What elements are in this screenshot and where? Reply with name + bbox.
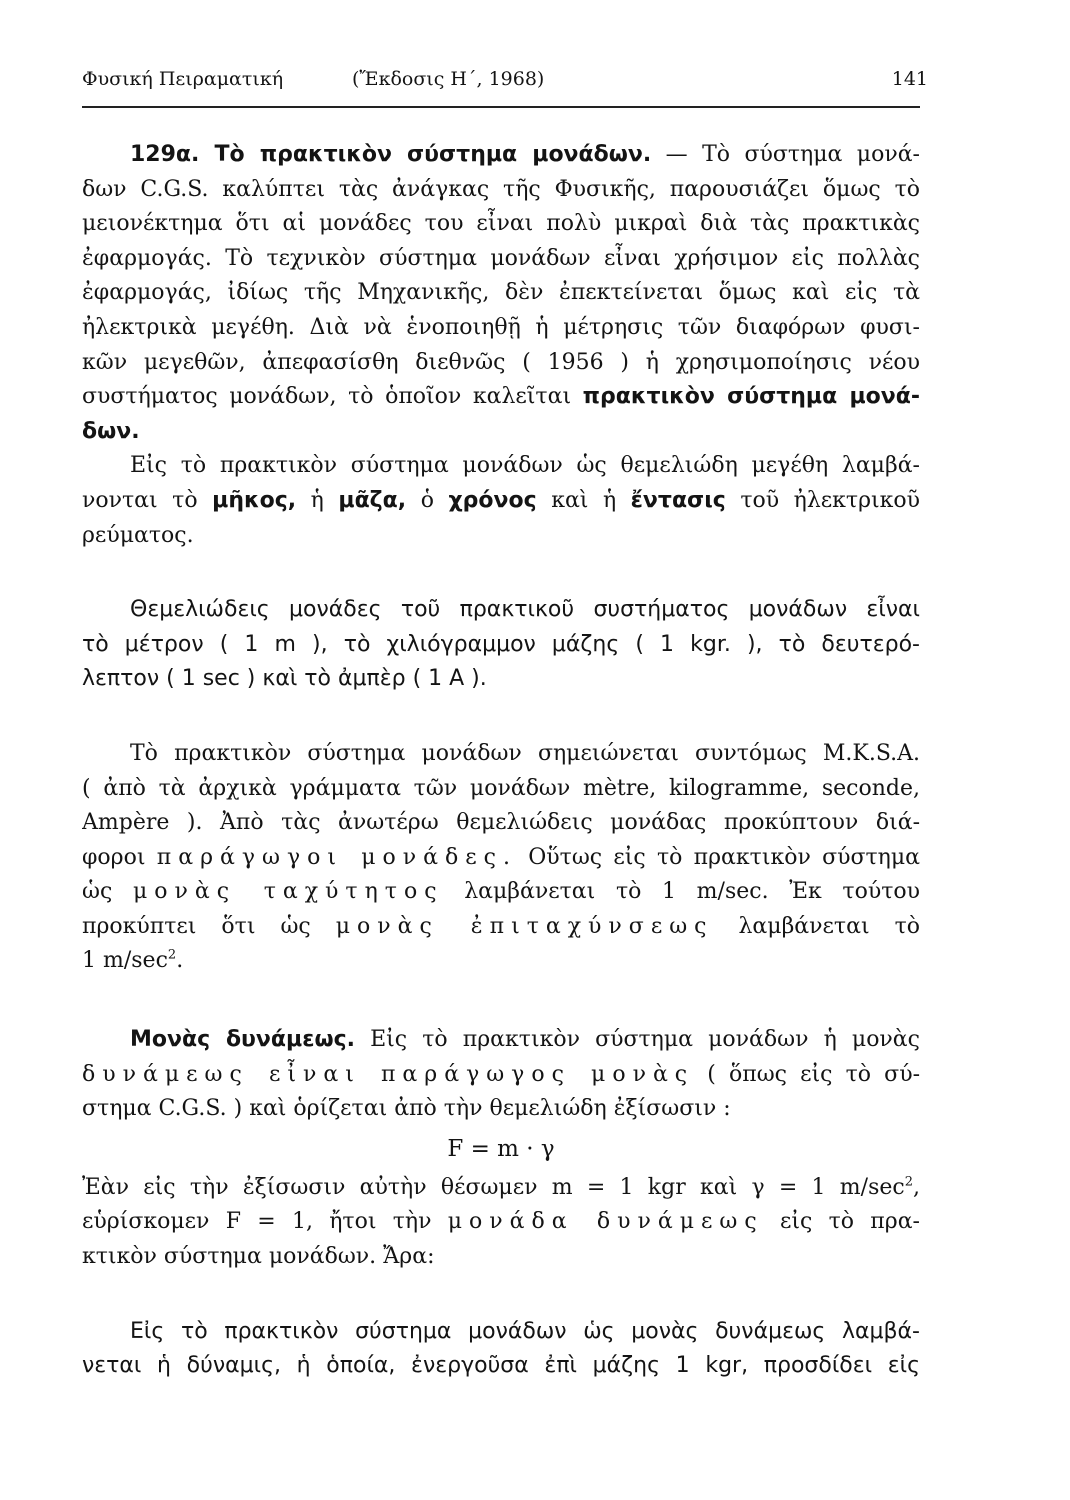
text-line: Εἰς τὸ πρακτικὸν σύστημα μονάδων ὡς μονὰς δυνάμεως λαμβά- — [130, 1318, 920, 1344]
text-line: ὡς μονὰς ταχύτητος λαμβάνεται τὸ 1 m/sec. Ἐκ τούτου — [82, 879, 920, 905]
term-entasis: ἔντασις — [630, 487, 726, 513]
text-line: δυνάμεως εἶναι παράγωγος μονὰς ( ὅπως εἰς τὸ σύ- — [82, 1061, 920, 1087]
text-line: τὸ μέτρον ( 1 m ), τὸ χιλιόγραμμον μάζης ( 1 kgr. ), τὸ δευτερό- — [82, 631, 920, 657]
text-line: προκύπτει ὅτι ὡς μονὰς ἐπιταχύνσεως λαμβάνεται τὸ — [82, 913, 920, 939]
text-line: Τὸ πρακτικὸν σύστημα μονάδων σημειώνεται συντόμως M.K.S.A. — [130, 740, 920, 766]
section-heading: 129α. Τὸ πρακτικὸν σύστημα μονάδων. — [130, 142, 652, 167]
page-number: 141 — [891, 68, 928, 90]
text-line: συστήματος μονάδων, τὸ ὁποῖον καλεῖται πρακτικὸν σύστημα μονά- — [82, 384, 920, 410]
text-line: μειονέκτημα ὅτι αἱ μονάδες του εἶναι πολὺ μικραὶ διὰ τὰς πρακτικὰς — [82, 211, 920, 237]
text-line: Ἐὰν εἰς τὴν ἐξίσωσιν αὐτὴν θέσωμεν m = 1 kgr καὶ γ = 1 $m/\sec^2$, — [82, 1174, 920, 1200]
text-line: ἐφαρμογάς, ἰδίως τῆς Μηχανικῆς, δὲν ἐπεκτείνεται ὅμως καὶ εἰς τὰ — [82, 280, 920, 306]
spaced-term: παράγωγοι μονάδες. — [156, 844, 517, 870]
text-line: ἠλεκτρικὰ μεγέθη. Διὰ νὰ ἑνοποιηθῇ ἡ μέτρησις τῶν διαφόρων φυσι- — [82, 314, 920, 340]
text-line: εὑρίσκομεν F = 1, ἤτοι τὴν μονάδα δυνάμεως εἰς τὸ πρα- — [82, 1209, 920, 1235]
text-line: στημα C.G.S. ) καὶ ὁρίζεται ἀπὸ τὴν θεμελιώδη ἐξίσωσιν : — [82, 1096, 731, 1122]
text-line: κτικὸν σύστημα μονάδων. Ἄρα: — [82, 1244, 435, 1270]
emphasis-term: πρακτικὸν σύστημα μονά- — [582, 384, 920, 410]
term-xronos: χρόνος — [448, 487, 537, 513]
text-line: Ampère ). Ἀπὸ τὰς ἀνωτέρω θεμελιώδεις μονάδας προκύπτουν διά- — [82, 810, 920, 836]
text-line: ρεύματος. — [82, 522, 194, 548]
text-line: ( ἀπὸ τὰ ἀρχικὰ γράμματα τῶν μονάδων mètre, kilogramme, seconde, — [82, 775, 920, 801]
text-line: δων C.G.S. καλύπτει τὰς ἀνάγκας τῆς Φυσικῆς, παρουσιάζει ὅμως τὸ — [82, 176, 920, 202]
text-line: Θεμελιώδεις μονάδες τοῦ πρακτικοῦ συστήματος μονάδων εἶναι — [130, 597, 920, 623]
equation: F = m · γ — [447, 1135, 555, 1162]
subsection-heading: Μονὰς δυνάμεως. — [130, 1027, 355, 1053]
text-line: ἐφαρμογάς. Τὸ τεχνικὸν σύστημα μονάδων εἶναι χρήσιμον εἰς πολλὰς — [82, 245, 920, 271]
edition-note: (Ἔκδοσις Η΄, 1968) — [352, 68, 545, 90]
section-first-line: 129α. Τὸ πρακτικὸν σύστημα μονάδων. — Τὸ σύστημα μονά- — [130, 142, 920, 167]
text-line: λεπτον ( 1 sec ) καὶ τὸ ἀμπὲρ ( 1 A ). — [82, 666, 487, 692]
text-line: νονται τὸ μῆκος, ἡ μᾶζα, ὁ χρόνος καὶ ἡ ἔντασις τοῦ ἠλεκτρικοῦ — [82, 487, 920, 513]
book-title: Φυσική Πειραματική — [82, 68, 284, 90]
text-line: δων. — [82, 418, 140, 444]
spaced-term: μονὰς ταχύτητος — [132, 879, 444, 905]
text-line: φοροι παράγωγοι μονάδες. Οὕτως εἰς τὸ πρακτικὸν σύστημα — [82, 844, 920, 870]
term-mikos: μῆκος, — [212, 487, 297, 513]
term-maza: μᾶζα, — [338, 487, 407, 513]
spaced-term: μονάδα δυνάμεως — [447, 1209, 764, 1235]
running-header — [82, 68, 930, 108]
spaced-term: μονὰς ἐπιταχύνσεως — [335, 913, 714, 939]
text-line: Εἰς τὸ πρακτικὸν σύστημα μονάδων ὡς θεμελιώδη μεγέθη λαμβά- — [130, 453, 920, 479]
text-line: νεται ἡ δύναμις, ἡ ὁποία, ἐνεργοῦσα ἐπὶ μάζης 1 kgr, προσδίδει εἰς — [82, 1353, 920, 1379]
spaced-term: δυνάμεως εἶναι παράγωγος μονὰς — [82, 1061, 695, 1087]
text-line: κῶν μεγεθῶν, ἀπεφασίσθη διεθνῶς ( 1956 ) ἡ χρησιμοποίησις νέου — [82, 349, 920, 375]
text-line: Μονὰς δυνάμεως. Εἰς τὸ πρακτικὸν σύστημα μονάδων ἡ μονὰς — [130, 1027, 920, 1053]
page-body — [82, 138, 920, 1384]
text-line: 1 $m/\sec^2$. — [82, 948, 184, 974]
header-rule — [82, 106, 920, 108]
